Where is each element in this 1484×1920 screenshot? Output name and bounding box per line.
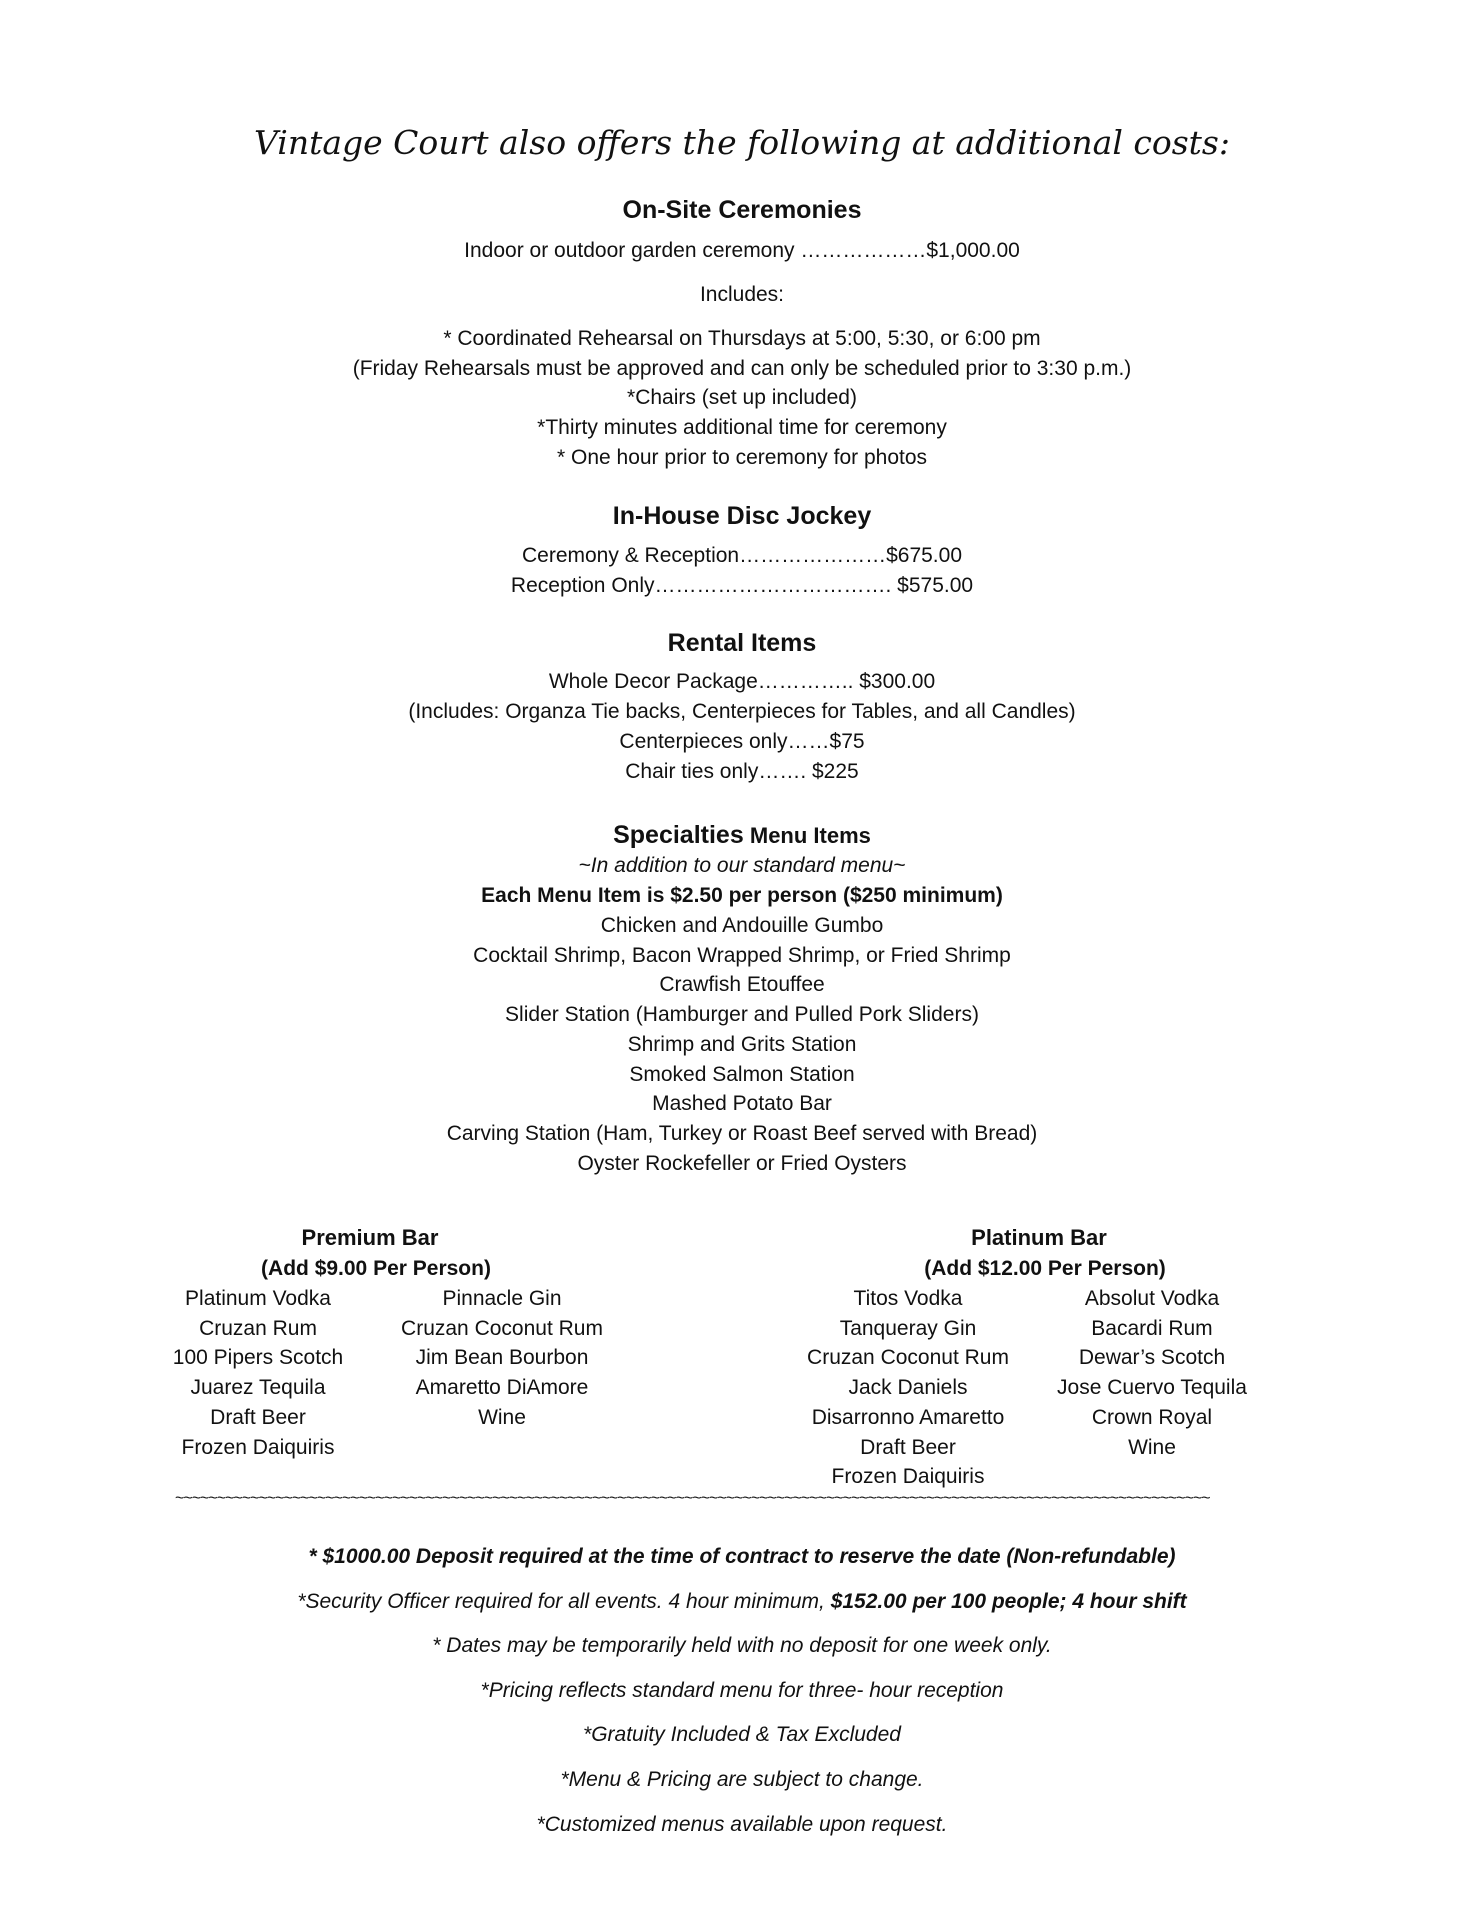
premium-bar-item: Cruzan Rum (199, 1316, 317, 1340)
rental-item: Centerpieces only……$75 (619, 729, 865, 753)
platinum-bar-item: Wine (1128, 1435, 1176, 1459)
ceremony-include-item: *Chairs (set up included) (627, 386, 857, 410)
ceremony-include-item: * One hour prior to ceremony for photos (556, 445, 928, 469)
platinum-bar-item: Bacardi Rum (1091, 1316, 1213, 1340)
platinum-bar-item: Draft Beer (860, 1435, 956, 1459)
specialty-menu-item: Mashed Potato Bar (652, 1092, 832, 1116)
policy-note: *Pricing reflects standard menu for three- hour reception (480, 1678, 1004, 1702)
rental-item: Chair ties only……. $225 (625, 759, 859, 783)
platinum-bar-item: Titos Vodka (853, 1287, 963, 1310)
security-note: *Security Officer required for all events. 4 hour minimum, $152.00 per 100 people; 4 hour shift (297, 1590, 1187, 1613)
platinum-bar-item: Jack Daniels (848, 1376, 968, 1400)
specialty-menu-item: Smoked Salmon Station (629, 1062, 855, 1086)
platinum-bar-heading: Platinum Bar (971, 1225, 1107, 1250)
rental-item: Whole Decor Package………….. $300.00 (548, 670, 936, 693)
dj-heading: In-House Disc Jockey (612, 502, 872, 530)
specialties-heading: Specialties Menu Items (613, 821, 871, 849)
premium-bar-price: (Add $9.00 Per Person) (261, 1257, 491, 1280)
policy-note: *Gratuity Included & Tax Excluded (583, 1723, 901, 1747)
tilde-divider: ~~~~~~~~~~~~~~~~~~~~~~~~~~~~~~~~~~~~~~~~~~~~~~~~~~~~~~~~~~~~~~~~~~~~~~~~~~~~~~~~~~~~~~~~~~~~~~~~~~~~~~~~~~~~~~~~~~~~~~~~~~~~ (175, 1490, 1210, 1507)
policy-note: *Menu & Pricing are subject to change. (560, 1768, 924, 1792)
dj-price-item: Ceremony & Reception…………………$675.00 (521, 544, 962, 567)
premium-bar-item: Cruzan Coconut Rum (401, 1316, 603, 1340)
platinum-bar-item: Tanqueray Gin (839, 1316, 977, 1340)
includes-label: Includes: (699, 283, 785, 306)
premium-bar-item: Pinnacle Gin (442, 1287, 562, 1310)
specialty-menu-item: Shrimp and Grits Station (627, 1032, 857, 1056)
ceremony-include-item: *Thirty minutes additional time for ceremony (537, 416, 947, 440)
ceremonies-heading: On-Site Ceremonies (622, 196, 862, 224)
deposit-note: * $1000.00 Deposit required at the time of contract to reserve the date (Non-refundable) (308, 1545, 1176, 1568)
ceremony-include-item: (Friday Rehearsals must be approved and can only be scheduled prior to 3:30 p.m.) (352, 356, 1132, 380)
rental-item: (Includes: Organza Tie backs, Centerpieces for Tables, and all Candles) (408, 699, 1076, 723)
platinum-bar-price: (Add $12.00 Per Person) (924, 1257, 1166, 1280)
specialty-menu-item: Carving Station (Ham, Turkey or Roast Beef served with Bread) (446, 1121, 1038, 1145)
specialties-subtitle: ~In addition to our standard menu~ (578, 854, 906, 877)
policy-note: * Dates may be temporarily held with no deposit for one week only. (432, 1634, 1052, 1657)
platinum-bar-item: Disarronno Amaretto (811, 1405, 1005, 1429)
platinum-bar-item: Frozen Daiquiris (831, 1465, 985, 1489)
specialty-menu-item: Slider Station (Hamburger and Pulled Pork Sliders) (505, 1003, 979, 1027)
dj-price-item: Reception Only……………………………. $575.00 (510, 573, 974, 597)
platinum-bar-item: Dewar’s Scotch (1078, 1346, 1226, 1370)
page-title: Vintage Court also offers the following at additional costs: (254, 123, 1230, 162)
premium-bar-heading: Premium Bar (301, 1225, 439, 1250)
specialty-menu-item: Chicken and Andouille Gumbo (600, 914, 884, 937)
platinum-bar-item: Crown Royal (1091, 1405, 1213, 1429)
platinum-bar-item: Absolut Vodka (1084, 1287, 1220, 1310)
ceremony-include-item: * Coordinated Rehearsal on Thursdays at 5:00, 5:30, or 6:00 pm (443, 327, 1041, 350)
specialty-menu-item: Cocktail Shrimp, Bacon Wrapped Shrimp, or Fried Shrimp (473, 943, 1011, 967)
specialty-menu-item: Oyster Rockefeller or Fried Oysters (577, 1151, 907, 1175)
premium-bar-item: Juarez Tequila (190, 1376, 326, 1400)
platinum-bar-item: Cruzan Coconut Rum (807, 1346, 1009, 1370)
platinum-bar-item: Jose Cuervo Tequila (1057, 1376, 1247, 1400)
premium-bar-item: Draft Beer (210, 1405, 306, 1429)
specialties-price-note: Each Menu Item is $2.50 per person ($250 minimum) (481, 884, 1003, 907)
specialty-menu-item: Crawfish Etouffee (659, 973, 825, 997)
premium-bar-item: Wine (478, 1405, 526, 1429)
policy-note: *Customized menus available upon request. (536, 1812, 948, 1836)
premium-bar-item: Frozen Daiquiris (181, 1435, 335, 1459)
premium-bar-item: Amaretto DiAmore (415, 1376, 589, 1400)
premium-bar-item: 100 Pipers Scotch (172, 1346, 344, 1370)
ceremony-price: Indoor or outdoor garden ceremony ………………$1,000.00 (464, 239, 1020, 262)
premium-bar-item: Platinum Vodka (185, 1287, 331, 1310)
rental-heading: Rental Items (667, 629, 817, 657)
premium-bar-item: Jim Bean Bourbon (415, 1346, 589, 1370)
